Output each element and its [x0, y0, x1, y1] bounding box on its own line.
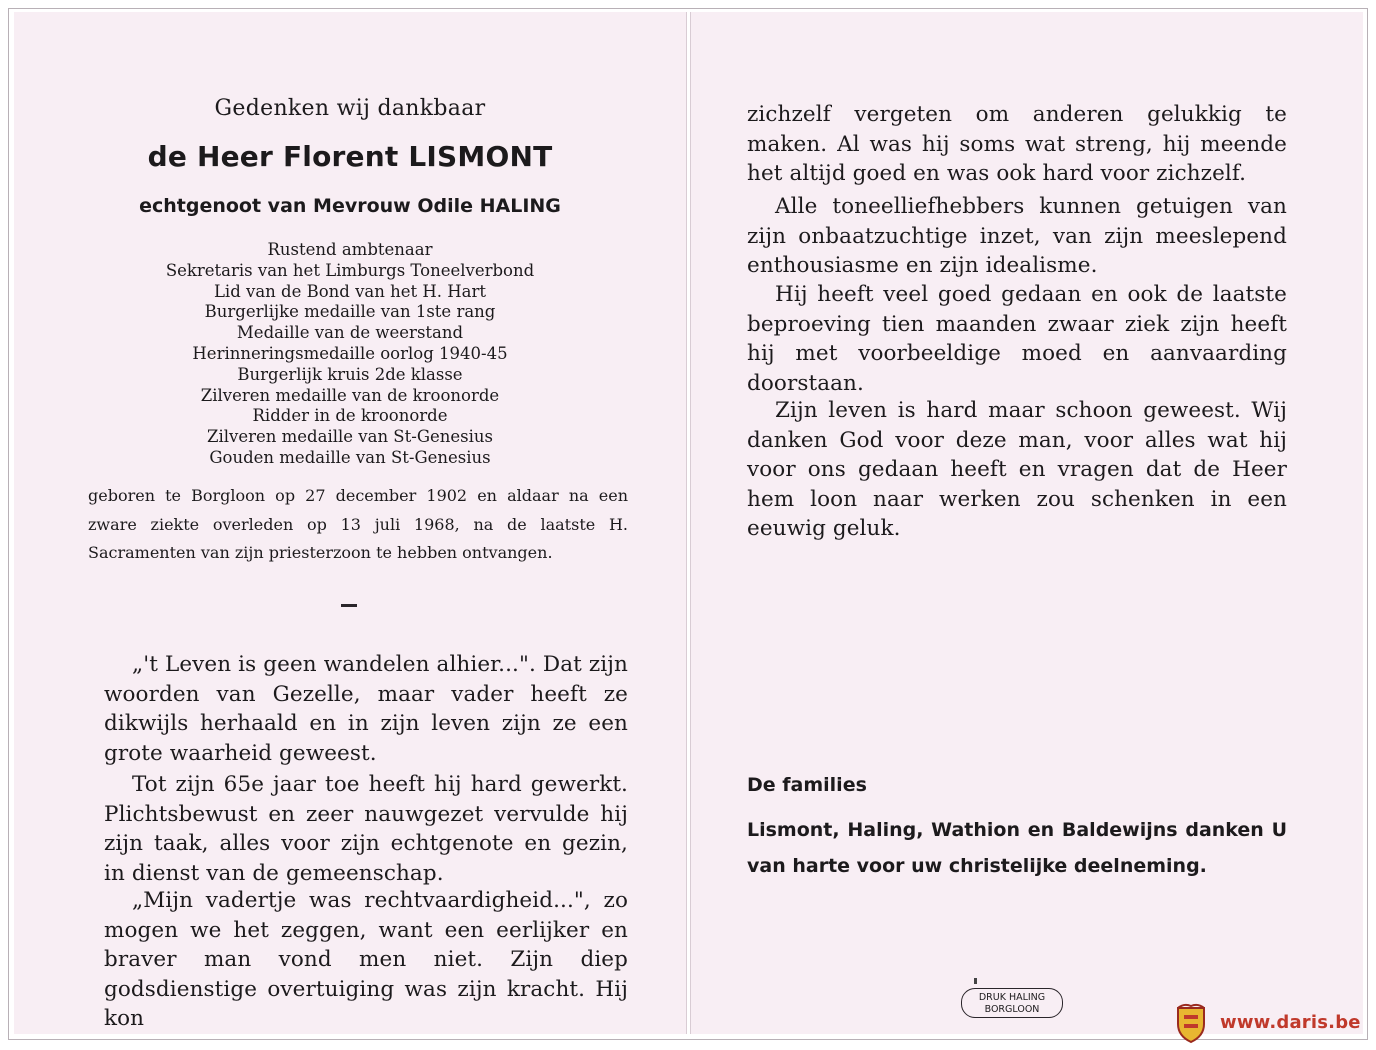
printer-stamp	[961, 988, 1063, 1018]
birth-death-paragraph: geboren te Borgloon op 27 december 1902 en aldaar na een zware ziekte overleden op 13 juli 1968, na de laatste H. Sacramenten van zijn priesterzoon te hebben ontvangen.	[88, 486, 628, 562]
families-thanks: Lismont, Haling, Wathion en Baldewijns danken U van harte voor uw christelijke deelneming.	[747, 819, 1287, 877]
titles-list	[14, 240, 686, 469]
body-paragraph: zichzelf vergeten om anderen gelukkig te maken. Al was hij soms wat streng, hij meende het altijd goed en was ook hard voor zichzelf.	[747, 102, 1287, 187]
left-panel	[14, 12, 687, 1034]
title-item: Herinneringsmedaille oorlog 1940-45	[192, 343, 508, 363]
title-item: Gouden medaille van St-Genesius	[209, 447, 491, 467]
title-item: Ridder in de kroonorde	[252, 406, 448, 426]
body-paragraph: Zijn leven is hard maar schoon geweest. Wij danken God voor deze man, voor alles wat hij voor ons gedaan heeft en vragen dat de Heer hem loon naar werken zou schenken in een eeuwig geluk.	[747, 398, 1287, 542]
families-heading: De families	[747, 774, 867, 796]
printer-mark	[974, 978, 977, 984]
title-item: Burgerlijke medaille van 1ste rang	[204, 302, 496, 322]
printer-line1: DRUK HALING	[978, 992, 1046, 1003]
right-panel	[690, 12, 1363, 1034]
shield-logo-icon	[1174, 1002, 1208, 1044]
title-item: Medaille van de weerstand	[236, 323, 464, 343]
spouse-line: echtgenoot van Mevrouw Odile HALING	[139, 195, 561, 217]
body-paragraph: Tot zijn 65e jaar toe heeft hij hard gewerkt. Plichtsbewust en zeer nauwgezet vervulde hij zijn taak, alles voor zijn echtgenote en gezin, in dienst van de gemeenschap.	[104, 772, 628, 886]
intro-line: Gedenken wij dankbaar	[214, 96, 486, 121]
watermark-link[interactable]: www.daris.be	[1220, 1012, 1361, 1033]
title-item: Zilveren medaille van St-Genesius	[207, 427, 493, 447]
body-paragraph: „'t Leven is geen wandelen alhier...". Dat zijn woorden van Gezelle, maar vader heeft ze dikwijls herhaald en in zijn leven zijn ze een grote waarheid geweest.	[104, 652, 628, 766]
deceased-name: de Heer Florent LISMONT	[147, 140, 553, 173]
body-paragraph: Alle toneelliefhebbers kunnen getuigen van zijn onbaatzuchtige inzet, van zijn meeslepend enthousiasme en zijn idealisme.	[747, 194, 1287, 279]
title-item: Rustend ambtenaar	[267, 240, 433, 259]
title-item: Sekretaris van het Limburgs Toneelverbond	[165, 260, 535, 280]
title-item: Burgerlijk kruis 2de klasse	[237, 364, 463, 384]
body-paragraph: „Mijn vadertje was rechtvaardigheid...", zo mogen we het zeggen, want een eerlijker en braver man vond men niet. Zijn diep godsdienstige overtuiging was zijn kracht. Hij kon	[104, 888, 628, 1032]
printer-line2: BORGLOON	[984, 1004, 1040, 1015]
body-paragraph: Hij heeft veel goed gedaan en ook de laatste beproeving tien maanden zwaar ziek zijn heeft hij met voorbeeldige moed en aanvaarding doorstaan.	[747, 282, 1287, 396]
title-item: Zilveren medaille van de kroonorde	[200, 385, 500, 405]
title-item: Lid van de Bond van het H. Hart	[213, 281, 487, 301]
separator-dash	[341, 604, 357, 607]
